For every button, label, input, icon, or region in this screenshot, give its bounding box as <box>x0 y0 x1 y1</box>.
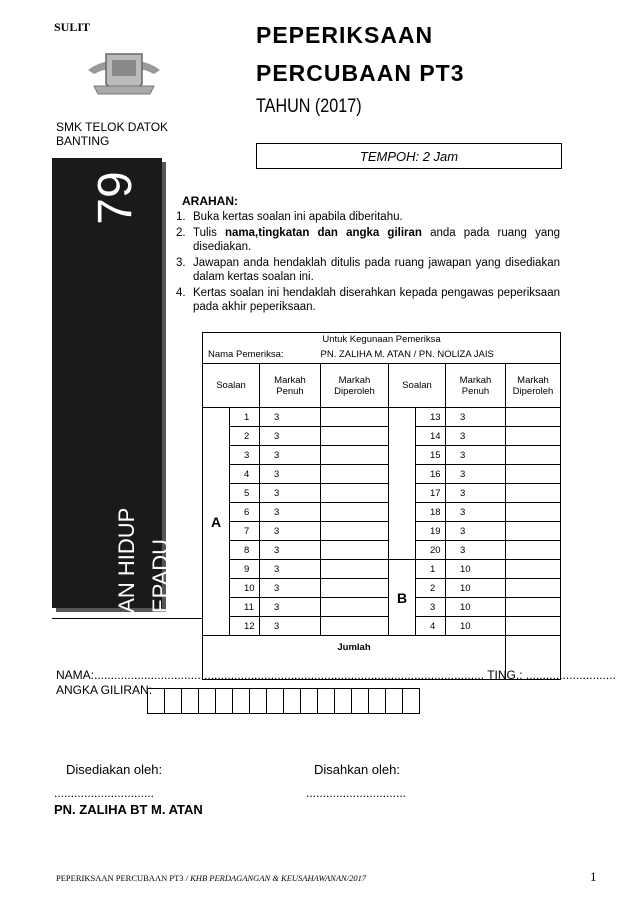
prepared-by-label: Disediakan oleh: <box>66 762 163 777</box>
sulit-label: SULIT <box>54 20 91 34</box>
obtained-marks[interactable] <box>506 541 561 560</box>
examiner-row <box>203 345 561 364</box>
obtained-marks[interactable] <box>506 503 561 522</box>
question-number: 16 <box>416 465 446 484</box>
subject-title-line-1: KEMAHIRAN HIDUP <box>114 507 139 713</box>
question-number: 1 <box>230 408 260 427</box>
obtained-marks[interactable] <box>321 503 389 522</box>
obtained-marks[interactable] <box>506 484 561 503</box>
question-number: 8 <box>230 541 260 560</box>
full-marks: 10 <box>446 598 506 617</box>
question-number: 6 <box>230 503 260 522</box>
table-row <box>203 579 561 598</box>
instruction-item: 1. Buka kertas soalan ini apabila diberitahu. <box>176 211 403 223</box>
question-number: 13 <box>416 408 446 427</box>
full-marks: 3 <box>260 617 321 636</box>
full-marks: 3 <box>260 598 321 617</box>
instruction-item: 4. Kertas soalan ini hendaklah diserahkan kepada pengawas peperiksaan pada akhir peperiksaan. <box>176 287 560 313</box>
page-number: 1 <box>590 869 597 884</box>
instructions-list <box>176 210 560 316</box>
question-number: 3 <box>416 598 446 617</box>
col-markah-penuh-a: Markah Penuh <box>260 364 321 408</box>
obtained-marks[interactable] <box>506 579 561 598</box>
title-year: TAHUN (2017) <box>256 96 362 117</box>
approved-by-label: Disahkan oleh: <box>314 762 400 777</box>
school-crest-logo <box>84 40 164 104</box>
obtained-marks[interactable] <box>506 617 561 636</box>
table-row <box>203 598 561 617</box>
full-marks: 3 <box>260 446 321 465</box>
question-number: 9 <box>230 560 260 579</box>
title-line-2: PERCUBAAN PT3 <box>256 60 465 86</box>
student-name-line[interactable]: NAMA:..................................................................................................................... TING.: ........................... <box>56 668 616 682</box>
full-marks: 10 <box>446 617 506 636</box>
section-b-label: B <box>389 560 416 636</box>
table-row <box>203 446 561 465</box>
question-number: 4 <box>230 465 260 484</box>
table-caption-row <box>203 333 561 346</box>
table-row <box>203 541 561 560</box>
page-footer: PEPERIKSAAN PERCUBAAN PT3 / KHB PERDAGANGAN & KEUSAHAWANAN/2017 <box>56 873 367 883</box>
full-marks: 3 <box>260 503 321 522</box>
question-number: 10 <box>230 579 260 598</box>
full-marks: 3 <box>260 408 321 427</box>
question-number: 18 <box>416 503 446 522</box>
full-marks: 3 <box>446 484 506 503</box>
question-number: 7 <box>230 522 260 541</box>
obtained-marks[interactable] <box>506 446 561 465</box>
index-number-label: ANGKA GILIRAN: <box>56 683 153 697</box>
approved-signature-line: .............................. <box>306 786 407 800</box>
obtained-marks[interactable] <box>321 446 389 465</box>
question-number: 2 <box>230 427 260 446</box>
instruction-item: 2. Tulis nama,tingkatan dan angka giliran anda pada ruang yang disediakan. <box>176 227 561 253</box>
col-soalan-b: Soalan <box>389 364 446 408</box>
full-marks: 3 <box>260 522 321 541</box>
index-number-boxes[interactable] <box>148 688 420 714</box>
table-row <box>203 503 561 522</box>
obtained-marks[interactable] <box>321 560 389 579</box>
question-number: 5 <box>230 484 260 503</box>
obtained-marks[interactable] <box>321 427 389 446</box>
preparer-name: PN. ZALIHA BT M. ATAN <box>54 802 203 817</box>
obtained-marks[interactable] <box>321 617 389 636</box>
question-number: 15 <box>416 446 446 465</box>
obtained-marks[interactable] <box>506 560 561 579</box>
question-number: 1 <box>416 560 446 579</box>
instruction-item: 3. Jawapan anda hendaklah ditulis pada ruang jawapan yang disediakan dalam kertas soalan ini. <box>176 257 560 283</box>
instructions-title: ARAHAN: <box>182 194 238 208</box>
col-markah-diperoleh-b: Markah Diperoleh <box>506 364 561 408</box>
question-number: 3 <box>230 446 260 465</box>
section-b-spacer <box>389 408 416 560</box>
table-row <box>203 560 561 579</box>
table-row <box>203 522 561 541</box>
obtained-marks[interactable] <box>321 541 389 560</box>
question-number: 14 <box>416 427 446 446</box>
obtained-marks[interactable] <box>506 598 561 617</box>
full-marks: 3 <box>446 541 506 560</box>
table-row <box>203 617 561 636</box>
section-a-label: A <box>203 408 230 636</box>
col-markah-diperoleh-a: Markah Diperoleh <box>321 364 389 408</box>
col-markah-penuh-b: Markah Penuh <box>446 364 506 408</box>
full-marks: 3 <box>260 465 321 484</box>
full-marks: 3 <box>260 484 321 503</box>
full-marks: 3 <box>446 408 506 427</box>
obtained-marks[interactable] <box>321 484 389 503</box>
duration-box: TEMPOH: 2 Jam <box>256 143 562 169</box>
full-marks: 3 <box>446 446 506 465</box>
header-row <box>203 364 561 408</box>
obtained-marks[interactable] <box>321 465 389 484</box>
table-row <box>203 408 561 427</box>
obtained-marks[interactable] <box>506 427 561 446</box>
school-name: SMK TELOK DATOK BANTING <box>56 120 169 148</box>
question-number: 20 <box>416 541 446 560</box>
col-soalan-a: Soalan <box>203 364 260 408</box>
subject-title-line-2: BERSEPADU <box>148 538 173 673</box>
full-marks: 3 <box>260 541 321 560</box>
full-marks: 3 <box>446 503 506 522</box>
question-number: 4 <box>416 617 446 636</box>
obtained-marks[interactable] <box>506 408 561 427</box>
full-marks: 10 <box>446 560 506 579</box>
obtained-marks[interactable] <box>506 465 561 484</box>
full-marks: 3 <box>446 522 506 541</box>
paper-code: 79 <box>88 171 142 225</box>
table-row <box>203 465 561 484</box>
obtained-marks[interactable] <box>506 522 561 541</box>
full-marks: 10 <box>446 579 506 598</box>
question-number: 12 <box>230 617 260 636</box>
examiner-label: Nama Pemeriksa: <box>203 345 321 364</box>
obtained-marks[interactable] <box>321 579 389 598</box>
divider-line <box>52 618 202 619</box>
question-number: 2 <box>416 579 446 598</box>
question-number: 19 <box>416 522 446 541</box>
subject-title-line-3: perdagangan & keusahawanan <box>178 469 201 760</box>
title-line-1: PEPERIKSAAN <box>256 22 434 48</box>
full-marks: 3 <box>446 465 506 484</box>
total-label: Jumlah <box>203 636 506 680</box>
obtained-marks[interactable] <box>321 522 389 541</box>
full-marks: 3 <box>260 427 321 446</box>
full-marks: 3 <box>260 560 321 579</box>
full-marks: 3 <box>446 427 506 446</box>
question-number: 11 <box>230 598 260 617</box>
obtained-marks[interactable] <box>321 598 389 617</box>
table-row <box>203 484 561 503</box>
marks-table <box>202 332 561 680</box>
full-marks: 3 <box>260 579 321 598</box>
table-caption: Untuk Kegunaan Pemeriksa <box>203 333 561 346</box>
examiner-names: PN. ZALIHA M. ATAN / PN. NOLIZA JAIS <box>321 345 561 364</box>
prepared-signature-line: .............................. <box>54 786 155 800</box>
obtained-marks[interactable] <box>321 408 389 427</box>
question-number: 17 <box>416 484 446 503</box>
table-row <box>203 427 561 446</box>
